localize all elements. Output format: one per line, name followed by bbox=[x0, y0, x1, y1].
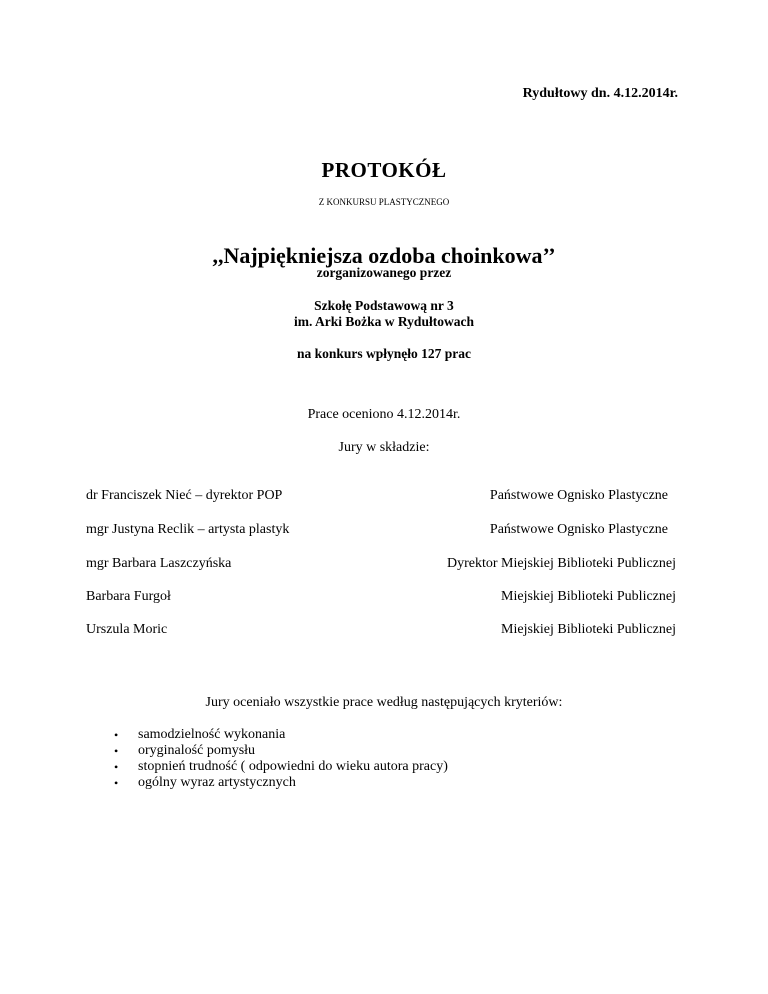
document-title: PROTOKÓŁ bbox=[321, 158, 447, 182]
list-item bbox=[114, 727, 448, 743]
document-date: Rydułtowy dn. 4.12.2014r. bbox=[522, 86, 678, 101]
school-line-1: Szkołę Podstawową nr 3 bbox=[314, 298, 454, 313]
jury-member-org: Państwowe Ognisko Plastyczne bbox=[489, 522, 668, 537]
document-subtitle: Z KONKURSU PLASTYCZNEGO bbox=[318, 197, 450, 207]
criterion-text: stopnień trudność ( odpowiedni do wieku autora pracy) bbox=[138, 759, 448, 774]
jury-member bbox=[86, 488, 676, 508]
jury-member-org: Państwowe Ognisko Plastyczne bbox=[489, 488, 668, 503]
jury-member-org: Miejskiej Biblioteki Publicznej bbox=[501, 589, 676, 604]
jury-member-name: Urszula Moric bbox=[86, 622, 168, 637]
jury-member-name: Barbara Furgoł bbox=[86, 589, 171, 604]
jury-member-org: Miejskiej Biblioteki Publicznej bbox=[501, 622, 676, 637]
bullet-icon: • bbox=[114, 776, 119, 790]
submissions-count: na konkurs wpłynęło 127 prac bbox=[296, 346, 472, 361]
organized-by: zorganizowanego przez bbox=[316, 265, 452, 280]
list-item bbox=[114, 759, 448, 775]
jury-heading: Jury w składzie: bbox=[338, 440, 430, 455]
evaluation-date: Prace oceniono 4.12.2014r. bbox=[307, 407, 461, 422]
jury-member bbox=[86, 556, 676, 576]
jury-member bbox=[86, 622, 676, 642]
bullet-icon: • bbox=[114, 744, 119, 758]
contest-name: ,,Najpiękniejsza ozdoba choinkowa’’ bbox=[212, 243, 556, 268]
school-line-2: im. Arki Bożka w Rydułtowach bbox=[294, 314, 474, 329]
bullet-icon: • bbox=[114, 760, 119, 774]
criteria-intro: Jury oceniało wszystkie prace według następujących kryteriów: bbox=[205, 695, 563, 710]
jury-member bbox=[86, 589, 676, 609]
jury-member-name: mgr Justyna Reclik – artysta plastyk bbox=[86, 522, 290, 537]
list-item bbox=[114, 743, 448, 759]
criteria-list bbox=[114, 727, 448, 791]
jury-member bbox=[86, 522, 676, 542]
criterion-text: samodzielność wykonania bbox=[138, 727, 286, 742]
bullet-icon: • bbox=[114, 728, 119, 742]
jury-member-org: Dyrektor Miejskiej Biblioteki Publicznej bbox=[446, 556, 676, 571]
criterion-text: oryginalość pomysłu bbox=[138, 743, 256, 758]
list-item bbox=[114, 775, 448, 791]
criterion-text: ogólny wyraz artystycznych bbox=[138, 775, 296, 790]
jury-member-name: mgr Barbara Laszczyńska bbox=[86, 556, 232, 571]
jury-member-name: dr Franciszek Nieć – dyrektor POP bbox=[86, 488, 283, 503]
